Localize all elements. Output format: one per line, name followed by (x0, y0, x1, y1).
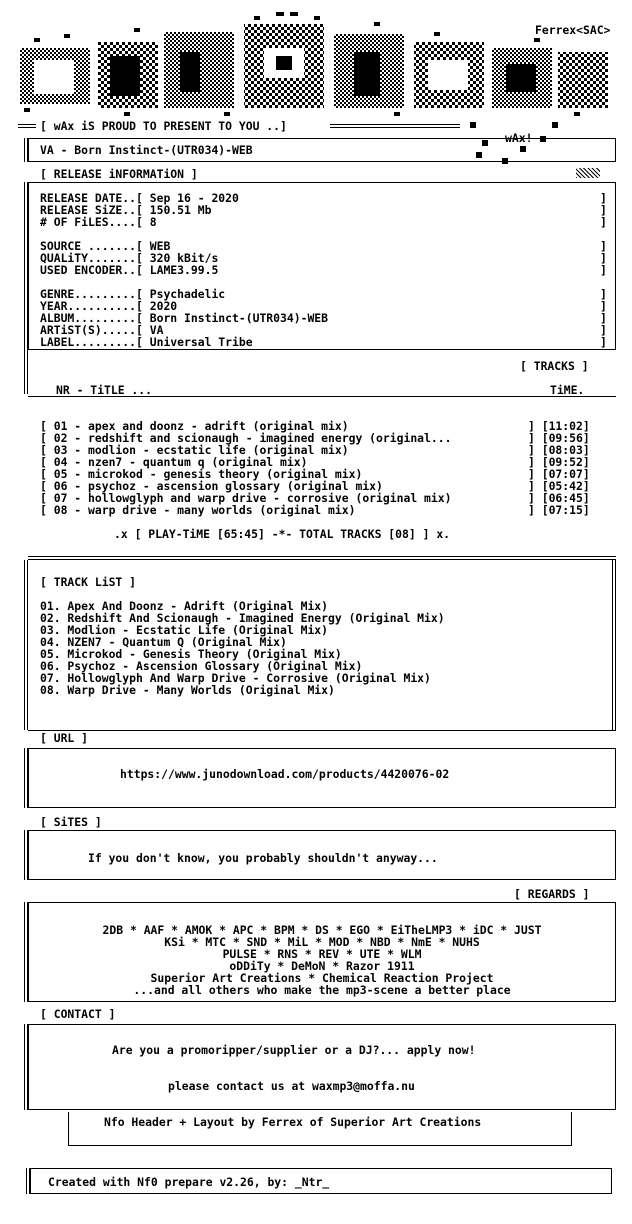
release-info-bracket: ] (600, 323, 607, 337)
url-heading: [ URL ] (40, 731, 89, 745)
sites-text: If you don't know, you probably shouldn't anyway... (88, 851, 438, 865)
contact-line-2: please contact us at waxmp3@moffa.nu (168, 1079, 415, 1093)
release-info-line: ARTiST(S).....[ VA (40, 323, 164, 337)
release-info-line: RELEASE SiZE..[ 150.51 Mb (40, 203, 212, 217)
release-info-bracket: ] (600, 335, 607, 349)
release-info-bracket: ] (600, 239, 607, 253)
track-list-item: 07. Hollowglyph And Warp Drive - Corrosive (Original Mix) (40, 671, 431, 685)
release-info-bracket: ] (600, 215, 607, 229)
track-list-item: 02. Redshift And Scionaugh - Imagined Energy (Original Mix) (40, 611, 445, 625)
tracks-col-time: TiME. (550, 383, 585, 397)
tracks-heading: [ TRACKS ] (520, 359, 589, 373)
regards-line: 2DB * AAF * AMOK * APC * BPM * DS * EGO * EiTheLMP3 * iDC * JUST (102, 923, 542, 937)
track-list-item: 08. Warp Drive - Many Worlds (Original Mix) (40, 683, 335, 697)
svg-text:wAx: wAx (314, 118, 316, 119)
track-list-item: 06. Psychoz - Ascension Glossary (Original Mix) (40, 659, 363, 673)
release-info-bracket: ] (600, 191, 607, 205)
release-info-hatch (576, 168, 600, 178)
track-row: [ 01 - apex and doonz - adrift (original mix) (40, 419, 349, 433)
release-info-bracket: ] (600, 203, 607, 217)
track-time: ] [06:45] (528, 491, 590, 505)
intro-rule-left (18, 124, 36, 128)
track-time: ] [07:07] (528, 467, 590, 481)
url-link[interactable]: https://www.junodownload.com/products/4420076-02 (120, 767, 450, 781)
regards-line: KSi * MTC * SND * MiL * MOD * NBD * NmE * NUHS (164, 935, 480, 949)
track-list-heading: [ TRACK LiST ] (40, 575, 137, 589)
header-tag: wAx! (505, 131, 533, 145)
header-credit: Ferrex<SAC> (535, 23, 611, 37)
track-list-item: 04. NZEN7 - Quantum Q (Original Mix) (40, 635, 287, 649)
track-time: ] [09:56] (528, 431, 590, 445)
release-info-line: ALBUM.........[ Born Instinct-(UTR034)-WEB (40, 311, 329, 325)
track-list-item: 01. Apex And Doonz - Adrift (Original Mix) (40, 599, 329, 613)
track-row: [ 04 - nzen7 - quantum q (original mix) (40, 455, 308, 469)
track-row: [ 05 - microkod - genesis theory (original mix) (40, 467, 363, 481)
release-info-bracket: ] (600, 251, 607, 265)
track-time: ] [11:02] (528, 419, 590, 433)
regards-heading: [ REGARDS ] (514, 887, 590, 901)
release-title: VA - Born Instinct-(UTR034)-WEB (40, 143, 253, 157)
release-info-line: RELEASE DATE..[ Sep 16 - 2020 (40, 191, 239, 205)
track-time: ] [07:15] (528, 503, 590, 517)
release-info-bracket: ] (600, 299, 607, 313)
track-row: [ 03 - modlion - ecstatic life (original mix) (40, 443, 349, 457)
intro-line: [ wAx iS PROUD TO PRESENT TO YOU ..] (40, 119, 287, 133)
release-info-line: YEAR..........[ 2020 (40, 299, 178, 313)
contact-box (28, 1024, 616, 1110)
sites-heading: [ SiTES ] (40, 815, 102, 829)
track-row: [ 07 - hollowglyph and warp drive - corrosive (original mix) (40, 491, 452, 505)
track-row: [ 08 - warp drive - many worlds (original mix) (40, 503, 356, 517)
release-info-bracket: ] (600, 287, 607, 301)
track-row: [ 02 - redshift and scionaugh - imagined energy (original... (40, 431, 452, 445)
layout-credit: Nfo Header + Layout by Ferrex of Superior Art Creations (104, 1115, 482, 1129)
regards-line: Superior Art Creations * Chemical Reaction Project (150, 971, 494, 985)
track-list-item: 03. Modlion - Ecstatic Life (Original Mix) (40, 623, 329, 637)
track-list-item: 05. Microkod - Genesis Theory (Original Mix) (40, 647, 342, 661)
release-info-line: LABEL.........[ Universal Tribe (40, 335, 253, 349)
release-info-bracket: ] (600, 311, 607, 325)
contact-heading: [ CONTACT ] (40, 1007, 116, 1021)
track-row: [ 06 - psychoz - ascension glossary (original mix) (40, 479, 383, 493)
contact-line-1: Are you a promoripper/supplier or a DJ?... apply now! (112, 1043, 476, 1057)
wax-logo (14, 12, 614, 120)
regards-line: ...and all others who make the mp3-scene a better place (133, 983, 511, 997)
release-info-line: SOURCE .......[ WEB (40, 239, 171, 253)
release-info-heading: [ RELEASE iNFORMATiON ] (40, 167, 198, 181)
regards-line: oDDiTy * DeMoN * Razor 1911 (229, 959, 415, 973)
created-with: Created with Nf0 prepare v2.26, by: _Ntr_ (48, 1175, 330, 1189)
release-info-line: USED ENCODER..[ LAME3.99.5 (40, 263, 219, 277)
track-time: ] [09:52] (528, 455, 590, 469)
tracks-col-title: NR - TiTLE ... (56, 383, 153, 397)
release-info-line: GENRE.........[ Psychadelic (40, 287, 226, 301)
release-info-line: QUALiTY.......[ 320 kBit/s (40, 251, 219, 265)
release-info-line: # OF FiLES....[ 8 (40, 215, 157, 229)
tracks-summary: .x [ PLAY-TiME [65:45] -*- TOTAL TRACKS [08] ] x. (114, 527, 451, 541)
track-time: ] [05:42] (528, 479, 590, 493)
regards-line: PULSE * RNS * REV * UTE * WLM (222, 947, 422, 961)
track-time: ] [08:03] (528, 443, 590, 457)
release-info-bracket: ] (600, 263, 607, 277)
